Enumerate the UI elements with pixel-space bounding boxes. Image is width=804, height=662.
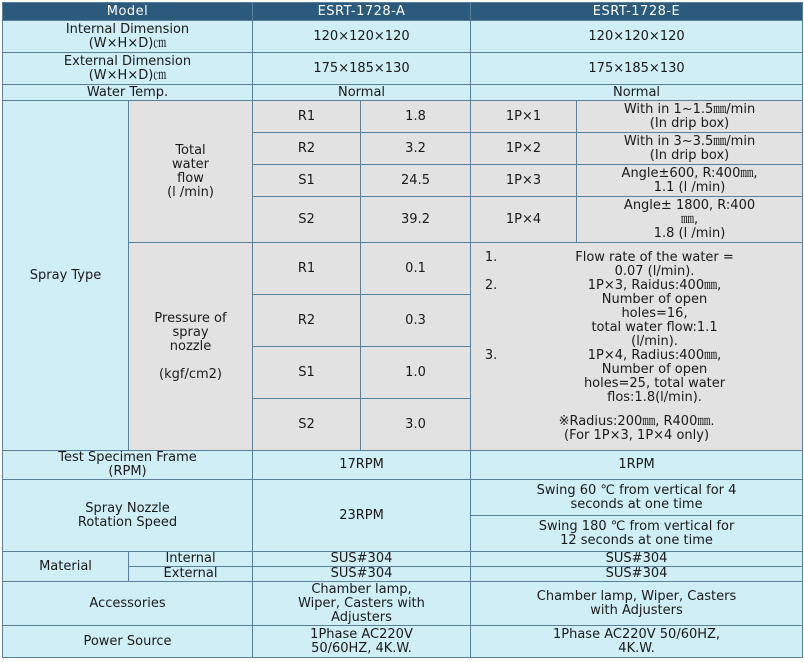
note-item: 3. 1P×4, Radius:400㎜, [484,347,722,363]
flow-e-code: 1P×4 [471,197,577,243]
external-dimension-row [3,53,803,85]
external-dimension-e: 175×185×130 [471,53,803,85]
flow-code: S1 [253,165,361,197]
flow-e-desc: With in 3~3.5㎜/min (In drip box) [577,133,803,165]
flow-e-code: 1P×2 [471,133,577,165]
header-row [3,3,803,21]
flow-e-desc: Angle± 1800, R:400 ㎜, 1.8 (l /min) [577,197,803,243]
spec-table [2,2,803,658]
water-temp-e: Normal [471,85,803,101]
model-a-header: ESRT-1728-A [253,3,471,21]
internal-dimension-e: 120×120×120 [471,21,803,53]
material-external-label: External [129,567,253,582]
frame-e: 1RPM [471,451,803,480]
flow-code: R1 [253,101,361,133]
pressure-label: Pressure of spray nozzle (kgf/cm2) [129,243,253,451]
pressure-code: R1 [253,243,361,295]
frame-label: Test Specimen Frame (RPM) [3,451,253,480]
pressure-value: 1.0 [361,347,471,399]
model-e-header: ESRT-1728-E [471,3,803,21]
note-item: 1. Flow rate of the water = [484,249,734,265]
flow-row-r1 [3,101,803,133]
nozzle-rotation-row-1 [3,480,803,516]
flow-value: 3.2 [361,133,471,165]
flow-value: 39.2 [361,197,471,243]
accessories-a: Chamber lamp, Wiper, Casters with Adjusters [253,582,471,626]
pressure-code: S1 [253,347,361,399]
power-label: Power Source [3,626,253,658]
spray-notes: 1. Flow rate of the water = 0.07 (l/min). 2. 1P×3, Raidus:400㎜, Number of open holes=16, total water flow:1.1 (l/min). 3. 1P×4, Radius:400㎜, Number of open holes=25, total water flos:1.8(l/min). ※Radius:200㎜, R400㎜. (For 1P×3, 1P×4 only) [471,243,803,451]
flow-e-code: 1P×3 [471,165,577,197]
material-label: Material [3,552,129,582]
note-footer: (For 1P×3, 1P×4 only) [564,427,710,443]
material-internal-row [3,552,803,567]
material-internal-e: SUS#304 [471,552,803,567]
internal-dimension-row [3,21,803,53]
power-a: 1Phase AC220V 50/60HZ, 4K.W. [253,626,471,658]
pressure-value: 0.1 [361,243,471,295]
note-footer: ※Radius:200㎜, R400㎜. [558,413,715,429]
pressure-value: 3.0 [361,399,471,451]
note-item: 2. 1P×3, Raidus:400㎜, [484,277,722,293]
accessories-row [3,582,803,626]
flow-e-desc: Angle±600, R:400㎜, 1.1 (l /min) [577,165,803,197]
water-temp-row [3,85,803,101]
flow-e-code: 1P×1 [471,101,577,133]
flow-value: 1.8 [361,101,471,133]
water-temp-label: Water Temp. [3,85,253,101]
nozzle-rotation-e2: Swing 180 ℃ from vertical for 12 seconds at one time [471,516,803,552]
frame-row [3,451,803,480]
pressure-code: S2 [253,399,361,451]
flow-e-desc: With in 1~1.5㎜/min (In drip box) [577,101,803,133]
external-dimension-label: External Dimension (W×H×D)㎝ [3,53,253,85]
nozzle-rotation-e1: Swing 60 ℃ from vertical for 4 seconds at one time [471,480,803,516]
material-internal-a: SUS#304 [253,552,471,567]
accessories-e: Chamber lamp, Wiper, Casters with Adjusters [471,582,803,626]
spray-type-label: Spray Type [3,101,129,451]
power-row [3,626,803,658]
external-dimension-a: 175×185×130 [253,53,471,85]
flow-code: R2 [253,133,361,165]
material-external-e: SUS#304 [471,567,803,582]
power-e: 1Phase AC220V 50/60HZ, 4K.W. [471,626,803,658]
water-temp-a: Normal [253,85,471,101]
internal-dimension-label: Internal Dimension (W×H×D)㎝ [3,21,253,53]
nozzle-rotation-a: 23RPM [253,480,471,552]
nozzle-rotation-label: Spray Nozzle Rotation Speed [3,480,253,552]
pressure-code: R2 [253,295,361,347]
material-external-a: SUS#304 [253,567,471,582]
accessories-label: Accessories [3,582,253,626]
material-internal-label: Internal [129,552,253,567]
flow-value: 24.5 [361,165,471,197]
model-header: Model [3,3,253,21]
flow-code: S2 [253,197,361,243]
total-flow-label: Total water flow (l /min) [129,101,253,243]
internal-dimension-a: 120×120×120 [253,21,471,53]
frame-a: 17RPM [253,451,471,480]
pressure-value: 0.3 [361,295,471,347]
